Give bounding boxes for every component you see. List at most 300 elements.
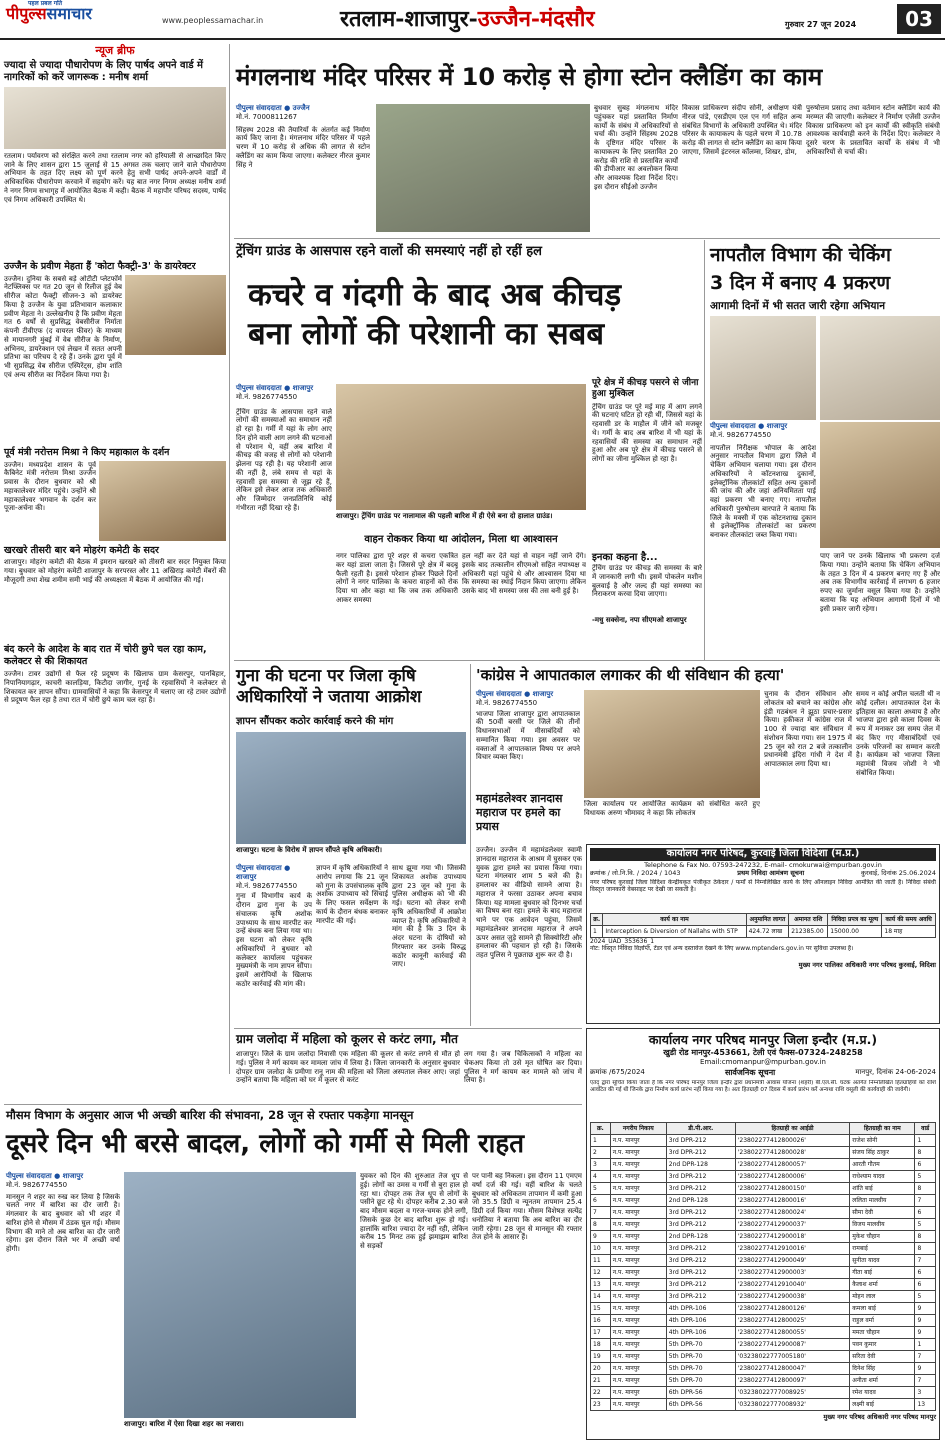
weather-byline: पीपुल्स संवाददाता ● शाजापुर bbox=[6, 1172, 84, 1180]
trench-side bbox=[592, 378, 702, 625]
brief-3-photo bbox=[99, 461, 226, 541]
brief-1-headline: ज्यादा से ज्यादा पौधारोपण के लिए पार्षद अपने वार्ड में नागरिकों को करें जागरूक : मनीष शर्मा bbox=[4, 59, 204, 83]
table-cell: न.प. मानपुर bbox=[610, 1315, 666, 1327]
table-cell: 3rd DPR-212 bbox=[666, 1267, 735, 1279]
section-rule bbox=[234, 660, 940, 661]
guna-headline: गुना की घटना पर जिला कृषि अधिकारियों ने जताया आक्रोश bbox=[236, 666, 422, 708]
table-cell: '23802277412800016' bbox=[735, 1195, 849, 1207]
weather-para-1: मानसून ने शहर का रुख कर लिया है जिसके चलते नगर में बारिश का दौर जारी है। मंगलवार के बाद बुधवार को भी शहर में बारिश होने से मौसम में ठंडक घुल गई। मौसम विभाग की माने तो अब बारिश का दौर जारी रहेगा। इस दौरान जिले भर में अच्छी वर्षा होगी। bbox=[6, 1192, 120, 1253]
table-cell: 6 bbox=[591, 1195, 611, 1207]
table-cell: न.प. मानपुर bbox=[610, 1195, 666, 1207]
table-row bbox=[591, 1303, 936, 1315]
table-cell: कमला बाई bbox=[850, 1303, 915, 1315]
edition-part-a: रतलाम-शाजापुर- bbox=[340, 6, 478, 32]
table-cell: '23802277412910040' bbox=[735, 1279, 849, 1291]
table-cell: 2 bbox=[591, 1147, 611, 1159]
table-row bbox=[591, 1387, 936, 1399]
table-cell: न.प. मानपुर bbox=[610, 1327, 666, 1339]
table-cell: 18 माह bbox=[882, 925, 936, 937]
logo-word-1: पीपुल्स bbox=[6, 4, 47, 23]
table-cell: '23802277412800150' bbox=[735, 1183, 849, 1195]
trench-headline bbox=[248, 276, 698, 354]
table-cell: 7 bbox=[915, 1351, 936, 1363]
ad2-intro: एतद् द्वारा सूचित किया जाता है कि नगर परिषद मानपुर जिला इन्दौर द्वारा प्रधानमंत्री आवास योजना (शहरी) बी.एल.सी. घटक अंतर्गत निम्नलिखित हितग्राहियों को राशि आवंटित की गई थी जिनके द्वारा निर्माण कार्य प्रारंभ नहीं किया गया है। अतः हितग्राही 07 दिवस में कार्य प्रारंभ करें अन्यथा राशि वसूली की कार्यवाही की जावेगी। bbox=[590, 1080, 936, 1094]
table-cell: न.प. मानपुर bbox=[610, 1147, 666, 1159]
ad1-notice: प्रथम निविदा आमंत्रण सूचना bbox=[737, 868, 805, 877]
congress-para-3: समय न कोई अपील चलती थी न कोई दलील। आपातकाल देश के इतिहास का काला अध्याय है और भाजपा द्वारा इसे काला दिवस के रूप में मनाकर उस समय जेल में बंद किए गए मीसाबंदियों एवं उनके परिजनों का सम्मान करती है। कार्यक्रम को भाजपा जिला महामंत्री विजय जोशी ने भी संबोधित किया। bbox=[856, 690, 940, 777]
table-cell: रमेश यादव bbox=[850, 1387, 915, 1399]
table-cell: 23 bbox=[591, 1399, 611, 1411]
ad2-ref: क्रमांक /675/2024 bbox=[590, 1068, 645, 1077]
table-cell: '23802277412900003' bbox=[735, 1267, 849, 1279]
column-rule bbox=[470, 664, 471, 1026]
trench-headline-line1: कचरे व गंदगी के बाद अब कीचड़ bbox=[248, 277, 622, 313]
table-cell: 17 bbox=[591, 1327, 611, 1339]
table-cell: 10 bbox=[591, 1243, 611, 1255]
newspaper-logo[interactable] bbox=[6, 0, 156, 32]
table-header-cell: वार्ड bbox=[915, 1123, 936, 1135]
table-row bbox=[591, 1243, 936, 1255]
table-row bbox=[591, 1171, 936, 1183]
table-cell: 212385.00 bbox=[789, 925, 828, 937]
table-cell: 3rd DPR-212 bbox=[666, 1183, 735, 1195]
lead-para-2: बुधवार सुबह मंगलनाथ मंदिर पहुंचकर यहां प्रस्तावित निर्माण कार्यों के संबंध में अधिकारियों से चर्चा की। उन्होंने सिंहस्थ 2028 के दृष्टिगत मंदिर परिसर के कायाकल्प के लिए प्रस्तावित 20 करोड़ की राशि से प्रस्तावित कार्यों की डीपीआर का अवलोकन किया और आवश्यक दिशा निर्देश दिए। इस दौरान सीईओ उज्जैन bbox=[594, 104, 678, 191]
table-cell: 3rd DPR-212 bbox=[666, 1135, 735, 1147]
table-cell: 3 bbox=[915, 1387, 936, 1399]
weights-para-2: पाए जाने पर उनके खिलाफ भी प्रकरण दर्ज किया गया। उन्होंने बताया कि चेकिंग अभियान के तहत 3 दिन में 4 प्रकरण बनाए गए हैं और अब तक विभागीय कार्रवाई में लगभग 6 हजार रुपए का जुर्माना वसूल किया गया है। उन्होंने बताया कि यह अभियान आगामी दिनों में भी इसी प्रकार जारी रहेगा। bbox=[820, 552, 940, 613]
congress-para-1: भाजपा जिला शाजापुर द्वारा आपातकाल की 50वीं बरसी पर जिले की तीनों विधानसभाओं में मीसाबंदियों को सम्मानित किया गया। इस अवसर पर वक्ताओं ने आपातकाल विषय पर अपने विचार व्यक्त किए। bbox=[476, 709, 580, 762]
table-cell: 3rd DPR-212 bbox=[666, 1255, 735, 1267]
congress-mobile: मो.नं. 9826774550 bbox=[476, 698, 538, 707]
table-cell: 5th DPR-70 bbox=[666, 1375, 735, 1387]
weather-photo-caption: शाजापुर। बारिश में ऐसा दिखा शहर का नजारा। bbox=[124, 1420, 356, 1429]
brief-2-photo bbox=[125, 275, 226, 355]
website-link[interactable]: www.peoplessamachar.in bbox=[162, 16, 264, 25]
table-cell: 9 bbox=[915, 1327, 936, 1339]
trench-para-1: ट्रेंचिंग ग्राउंड के आसपास रहने वाले लोगों की समस्याओं का समाधान नहीं हो रहा है। गर्मी में यहां के लोग आए दिन होने वाली आग लगने की घटनाओं से परेशान थे, वहीं अब बारिश में कीचड़ की वजह से लोगों को परेशानी झेलना पड़ रही है। यह परेशानी आज की नहीं है, लंबे समय से यहां के रहवासी इस समस्या से जूझ रहे हैं, लेकिन इसे लेकर आज तक अधिकारी और जिम्मेदार जनप्रतिनिधि कोई गंभीरता नहीं दिखा रहे हैं। bbox=[236, 407, 332, 512]
weather-para-2: युवकर को दिन की शुरुआत तेज धूप से हुई। लोगों का उमस व गर्मी से बुरा हाल हो रहा था। दोपहर तक तेज धूप से लोगों के पसीने छूट रहे थे। दोपहर करीब 2.30 बजे बाद मौसम बदला व गरज-चमक होने लगी, जिसके कुछ देर बाद बारिश शुरू हो गई। हालांकि बारिश ज्यादा देर नहीं रही, लेकिन करीब 15 मिनट तक हुई झमाझम बारिश से सड़कों bbox=[360, 1172, 468, 1250]
table-row bbox=[591, 1399, 936, 1411]
table-cell: कैलाश शर्मा bbox=[850, 1279, 915, 1291]
table-cell: 6 bbox=[915, 1279, 936, 1291]
table-cell: 5 bbox=[915, 1171, 936, 1183]
table-cell: ममता चौहान bbox=[850, 1327, 915, 1339]
weights-byline-name: पीपुल्स संवाददाता bbox=[710, 422, 756, 430]
table-cell: 6 bbox=[915, 1159, 936, 1171]
lead-para-3: विकास प्राधिकरण संदीप सोनी, अधीक्षण यंत्री नीरज पांडे, एसडीएम एल एन गर्ग सहित अन्य संबंधित विभागों के अधिकारी उपस्थित थे। मंदिर परिसर के कायाकल्प के पहले चरण में 10.78 करोड़ की लागत से स्टोन क्लैडिंग का काम किया जाएगा, जिसमें इंटरनल कॉलम्स, शिखर, डोम, bbox=[682, 104, 802, 156]
table-cell: 7 bbox=[915, 1255, 936, 1267]
jalod-headline: ग्राम जलोदा में महिला को कूलर से करंट लगा, मौत bbox=[236, 1032, 458, 1046]
logo-word-2: समाचार bbox=[46, 4, 92, 23]
jalod-para-1: शाजापुर। जिले के ग्राम जलोदा निवासी एक महिला की कूलर से करंट लगने से मौत हो गई। पुलिस ने मर्ग कायम कर मामला जांच में लिया है। जिला जानकारी के अनुसार बुधवार दोपहर ग्राम जलोदा के प्रमीणा रानू नाम की महिला को जिला अस्पताल लेकर आए। जहां उन्होंने बताया कि महिला को घर में कूलर से करंट bbox=[236, 1050, 460, 1085]
trench-para-3: हल नहीं कर देते यहां से वाहन नहीं जाने देंगे। इसके बाद तत्कालीन सीएमओ सहित नपाध्यक्ष व अधिकारी यहां पहुंचे थे और आश्वासन दिया था कि समस्या का स्थाई निदान किया जाएगा। लेकिन उसके बाद भी समस्या जस की तस बनी हुई है। bbox=[462, 552, 586, 595]
table-cell: सुनीता यादव bbox=[850, 1255, 915, 1267]
guna-photo bbox=[236, 732, 466, 844]
table-cell: 14 bbox=[591, 1291, 611, 1303]
issue-date: गुरुवार 27 जून 2024 bbox=[785, 20, 857, 29]
table-row bbox=[591, 1183, 936, 1195]
table-row bbox=[591, 1291, 936, 1303]
lead-photo bbox=[376, 104, 590, 232]
weights-byline-block bbox=[710, 422, 816, 652]
table-cell: 5 bbox=[915, 1219, 936, 1231]
guna-place: शाजापुर bbox=[236, 872, 257, 881]
congress-headline: 'कांग्रेस ने आपातकाल लगाकर की थी संविधान की हत्या' bbox=[476, 666, 785, 684]
ad2-date: मानपुर, दिनांक 24-06-2024 bbox=[855, 1068, 936, 1077]
table-cell: न.प. मानपुर bbox=[610, 1399, 666, 1411]
edition-part-b: उज्जैन-मंदसौर bbox=[477, 6, 595, 32]
table-cell: 2nd DPR-128 bbox=[666, 1195, 735, 1207]
trench-headline-line2: बना लोगों की परेशानी का सबब bbox=[248, 315, 605, 352]
table-header-cell: क्र. bbox=[591, 1123, 611, 1135]
table-cell: 16 bbox=[591, 1315, 611, 1327]
table-cell: 18 bbox=[591, 1339, 611, 1351]
lead-headline: मंगलनाथ मंदिर परिसर में 10 करोड़ से होगा स्टोन क्लैडिंग का काम bbox=[236, 63, 823, 91]
weights-byline: पीपुल्स संवाददाता ● शाजापुर bbox=[710, 422, 788, 430]
brief-3-body: उज्जैन। मध्यप्रदेश शासन के पूर्व कैबिनेट मंत्री नरोत्तम मिश्रा उज्जैन प्रवास के दौरान बुधवार को श्री महाकालेश्वर मंदिर पहुंचे। उन्होंने श्री महाकालेश्वर भगवान के दर्शन कर पूजा-अर्चना की। bbox=[4, 460, 96, 513]
table-cell: अनीता शर्मा bbox=[850, 1375, 915, 1387]
table-header-row bbox=[591, 1123, 936, 1135]
table-cell: '23802277412800047' bbox=[735, 1363, 849, 1375]
table-row bbox=[591, 1207, 936, 1219]
table-cell: 20 bbox=[591, 1363, 611, 1375]
table-row bbox=[591, 1231, 936, 1243]
ad1-ref: क्रमांक / लो.नि.वि. / 2024 / 1043 bbox=[590, 868, 681, 877]
table-cell: 3rd DPR-212 bbox=[666, 1147, 735, 1159]
trench-quote: ट्रेंचिंग ग्राउंड पर कीचड़ की समस्या के बारे में जानकारी लगी थी। इसमें पोकलेन मशीन बुलवाई है और जल्द ही यहां समस्या का निराकरण करवा दिया जाएगा। bbox=[592, 564, 702, 599]
table-cell: लक्ष्मी बाई bbox=[850, 1399, 915, 1411]
table-cell: न.प. मानपुर bbox=[610, 1375, 666, 1387]
weather-para-3: पर पानी बह निकला। इस दौरान 11 एमएम वर्षा दर्ज की गई। वहीं बारिश के चलते बुधवार को अधिकतम तापमान में कमी हुआ जो 35.5 डिग्री व न्यूनतम तापमान 25.4 डिग्री दर्ज किया गया। मौसम विशेषज्ञ सत्येंद्र धनोतिया ने बताया कि अब बारिश का दौर जारी रहेगा। 28 जून से मानसून की रफ्तार तेज होने के आसार हैं। bbox=[472, 1172, 582, 1242]
ad2-table bbox=[590, 1122, 936, 1411]
table-cell: '23802277412900037' bbox=[735, 1219, 849, 1231]
masthead bbox=[0, 0, 945, 40]
table-cell: 424.72 लाख bbox=[746, 925, 789, 937]
weather-headline: दूसरे दिन भी बरसे बादल, लोगों को गर्मी से मिली राहत bbox=[6, 1129, 525, 1159]
weather-place: शाजापुर bbox=[62, 1172, 84, 1180]
table-cell: 4th DPR-106 bbox=[666, 1303, 735, 1315]
ad2-email: Email:cmomanpur@mpurban.gov.in bbox=[700, 1057, 826, 1066]
table-cell: 12 bbox=[591, 1267, 611, 1279]
table-row bbox=[591, 1255, 936, 1267]
trench-sub3: इनका कहना है... bbox=[592, 551, 658, 563]
congress-byline-block bbox=[476, 690, 580, 802]
weights-kicker: आगामी दिनों में भी सतत जारी रहेगा अभियान bbox=[710, 300, 886, 312]
table-cell: '23802277412800057' bbox=[735, 1159, 849, 1171]
table-cell: सरिता देवी bbox=[850, 1351, 915, 1363]
table-cell: 1 bbox=[591, 925, 603, 937]
table-cell: 21 bbox=[591, 1375, 611, 1387]
weights-para-1: नापतौल निरीक्षक भोपाल के आदेश अनुसार नापतौल विभाग द्वारा जिले में चेकिंग अभियान चलाया गया। इस दौरान अधिकारियों ने कॉटनशाख दुकानों, इलेक्ट्रॉनिक तौलकांटों सहित अन्य दुकानों की जांच की और जहां अनियमितता पाई वहां प्रकरण भी बनाए गए। नापतौल अधिकारी पुरुषोत्तम बारपाते ने बताया कि जिले के मक्सी में एक कोटनशाख दुकान से इलेक्ट्रॉनिक तौलकांटों का प्रकरण बनाकर तौलकांटा जब्त किया गया। bbox=[710, 443, 816, 539]
section-rule bbox=[234, 1028, 582, 1029]
table-cell: 2nd DPR-128 bbox=[666, 1159, 735, 1171]
table-cell: शांति बाई bbox=[850, 1183, 915, 1195]
brief-4-body: शाजापुर। मोहरंग कमेटी की बैठक में इमरान खरखरे को तीसरी बार सदर नियुक्त किया गया। बुधवार को मोहरंग कमेटी शाजापुर के सरपरस्त और 11 अखिराड़ कमेटी मेंबरों की मौजूदगी तथा शेख शमीम समी भाई की अध्यक्षता में बैठक में आयोजित की गई। bbox=[4, 558, 226, 584]
table-cell: न.प. मानपुर bbox=[610, 1219, 666, 1231]
trench-byline-name: पीपुल्स संवाददाता bbox=[236, 384, 282, 392]
ad1-table bbox=[590, 913, 936, 938]
table-cell: 1 bbox=[915, 1339, 936, 1351]
table-cell: 3rd DPR-212 bbox=[666, 1171, 735, 1183]
guna-byline-name: पीपुल्स संवाददाता bbox=[236, 864, 282, 872]
column-rule bbox=[704, 240, 705, 660]
congress-para-2: चुनाव के दौरान संविधान और लोकतंत्र को बचाने का कांग्रेस और इंडी गठबंधन ने झूठा प्रचार-प्रसार किया। हकीकत में कांग्रेस राज में 100 से ज्यादा बार संविधान में संशोधन किया गया। सन 1975 में 25 जून को रात 2 बजे तत्कालीन प्रधानमंत्री इंदिरा गांधी ने देश में आपातकाल लगा दिया था। bbox=[764, 690, 852, 768]
table-cell: 1 bbox=[591, 1135, 611, 1147]
public-notice-manpur bbox=[586, 1028, 940, 1440]
trench-para-2: नगर पालिका द्वारा पूरे शहर से कचरा एकत्रित कर यहां डाला जाता है। जिससे पूरे क्षेत्र में बदबू फैली रहती है। इससे परेशान होकर पिछले दिनों लोगों ने नगर पालिका के कचरा वाहनों को रोक दिया था और कहा था कि जब तक अधिकारी आकर समस्या bbox=[336, 552, 458, 604]
table-header-cell: अमानत राशि bbox=[789, 913, 828, 925]
table-cell: '23802277412900087' bbox=[735, 1339, 849, 1351]
table-cell: 8 bbox=[915, 1231, 936, 1243]
table-header-cell: हितग्राही का नाम bbox=[850, 1123, 915, 1135]
table-cell: 2nd DPR-128 bbox=[666, 1231, 735, 1243]
table-cell: 5th DPR-70 bbox=[666, 1339, 735, 1351]
weights-headline-2: 3 दिन में बनाए 4 प्रकरण bbox=[710, 272, 891, 294]
table-row bbox=[591, 1159, 936, 1171]
table-cell: मुकेश चौहान bbox=[850, 1231, 915, 1243]
table-cell: '03238022777008932' bbox=[735, 1399, 849, 1411]
table-cell: 4 bbox=[591, 1171, 611, 1183]
ad1-row-id: 2024_UAD_353636_1 bbox=[590, 937, 655, 945]
brief-3-headline: पूर्व मंत्री नरोत्तम मिश्रा ने किए महाकाल के दर्शन bbox=[4, 446, 170, 458]
table-cell: '23802277412900018' bbox=[735, 1231, 849, 1243]
brief-2-headline: उज्जैन के प्रवीण मेहता हैं 'कोटा फैक्ट्री-3' के डायरेक्टर bbox=[4, 260, 196, 272]
logo-tagline: पहल प्रबल गति bbox=[28, 0, 63, 7]
ad2-address: खुडी रोड मानपुर-453661, टेली एवं फैक्स-07324-248258 bbox=[663, 1047, 863, 1057]
table-cell: '23802277412900038' bbox=[735, 1291, 849, 1303]
brief-4-headline: खरखरे तीसरी बार बने मोहरंग कमेटी के सदर bbox=[4, 544, 159, 556]
table-cell: न.प. मानपुर bbox=[610, 1303, 666, 1315]
table-row bbox=[591, 1315, 936, 1327]
table-cell: 6 bbox=[915, 1267, 936, 1279]
table-cell: संजय सिंह ठाकुर bbox=[850, 1147, 915, 1159]
table-cell: '23802277412800024' bbox=[735, 1207, 849, 1219]
guna-byline-block bbox=[236, 864, 312, 1024]
trench-sub2: पूरे क्षेत्र में कीचड़ पसरने से जीना हुआ मुश्किल bbox=[592, 378, 699, 400]
table-cell: 9 bbox=[591, 1231, 611, 1243]
trench-mobile: मो.नं. 9826774550 bbox=[236, 392, 298, 401]
brief-1-photo bbox=[4, 87, 226, 149]
trench-photo bbox=[336, 384, 586, 510]
table-cell: न.प. मानपुर bbox=[610, 1279, 666, 1291]
lead-mobile: मो.नं. 7000811267 bbox=[236, 112, 298, 121]
table-row bbox=[591, 1219, 936, 1231]
guna-mobile: मो.नं. 9826774550 bbox=[236, 881, 298, 890]
trench-byline: पीपुल्स संवाददाता ● शाजापुर bbox=[236, 384, 314, 392]
table-row bbox=[591, 1147, 936, 1159]
brief-2-body: उज्जैन। दुनिया के सबसे बड़े ओटीटी प्लेटफॉर्म नेटफ्लिक्स पर गत 20 जून से रिलीज हुई वेब सीरीज कोटा फैक्ट्री सीजन-3 को डायरेक्ट किया है उज्जैन के युवा प्रतिभावान कलाकार प्रवीण मेहता ने। उल्लेखनीय है कि प्रवीण मेहता गत 6 वर्षों से सुप्रसिद्ध वेबसीरीज निर्माता कंपनी टीवीएफ (द वायरल फीवर) के माध्यम से मायानगरी मुंबई में वेब सीरीज के निर्माण, अभिनय, डायरेक्शन एवं लेखन में सतत अपनी प्रतिभा का परिचय दे रहे हैं। उनके द्वारा पूर्व में भी सुप्रसिद्ध वेब सीरीज एस्पिरेंट्स, होम शांति एवं अन्य सीरीज का निर्देशन किया गया है। bbox=[4, 274, 122, 379]
table-cell: '03238022777005180' bbox=[735, 1351, 849, 1363]
guna-para-2: ज्ञापन में कृषि अधिकारियों ने आरोप लगाया कि 21 जून को गुना के उपसंचालक कृषि अशोक उपाध्याय को सिंचाई के लिए फसल सर्वेक्षण के कार्य के दौरान बंधक बनाकर मारपीट की गई। bbox=[316, 864, 388, 925]
table-cell: 8 bbox=[915, 1243, 936, 1255]
weights-photo-1 bbox=[710, 316, 816, 420]
table-cell: 5 bbox=[591, 1183, 611, 1195]
table-cell: न.प. मानपुर bbox=[610, 1267, 666, 1279]
lead-para-1: सिंहस्थ 2028 की तैयारियों के अंतर्गत कई निर्माण कार्य किए जाना है। मंगलनाथ मंदिर परिसर में पहले चरण में 10 करोड़ से अधिक की लागत से स्टोन क्लैडिंग का काम किया जाएगा। कलेक्टर नीरज कुमार सिंह ने bbox=[236, 125, 370, 169]
table-cell: 9 bbox=[915, 1315, 936, 1327]
table-cell: मोहन लाल bbox=[850, 1291, 915, 1303]
lead-para-4: पुरुषोत्तम प्रसाद तथा वर्तमान स्टोन क्लैडिंग कार्य की मरम्मत की जाएगी। कलेक्टर ने निर्माण एजेंसी उज्जैन विकास प्राधिकरण को इन कार्यों की स्वीकृति संबंधी आवश्यक कार्यवाही करने के निर्देश दिए। कलेक्टर ने दूसरे चरण के प्रस्तावित कार्यों के संबंध में भी अधिकारियों से चर्चा की। bbox=[806, 104, 940, 156]
ad1-date: कुरवाई, दिनांक 25.06.2024 bbox=[861, 868, 936, 877]
table-cell: '23802277412800006' bbox=[735, 1171, 849, 1183]
table-cell: 1 bbox=[915, 1135, 936, 1147]
table-row bbox=[591, 1351, 936, 1363]
table-cell: 3 bbox=[591, 1159, 611, 1171]
section-rule bbox=[234, 238, 940, 239]
table-cell: 5th DPR-70 bbox=[666, 1363, 735, 1375]
table-cell: 4th DPR-106 bbox=[666, 1327, 735, 1339]
weather-byline-block bbox=[6, 1172, 120, 1311]
table-cell: न.प. मानपुर bbox=[610, 1387, 666, 1399]
table-header-cell: कार्य का नाम bbox=[603, 913, 746, 925]
trench-sub1: वाहन रोककर किया था आंदोलन, मिला था आश्वासन bbox=[364, 534, 558, 545]
table-cell: '23802277412800028' bbox=[735, 1147, 849, 1159]
table-cell: '23802277412800055' bbox=[735, 1327, 849, 1339]
ad2-title: कार्यालय नगर परिषद मानपुर जिला इन्दौर (म.प्र.) bbox=[648, 1032, 878, 1047]
ad2-heading: सार्वजनिक सूचना bbox=[724, 1068, 776, 1078]
table-cell: न.प. मानपुर bbox=[610, 1183, 666, 1195]
weights-photo-3 bbox=[820, 422, 940, 548]
table-cell: 6th DPR-56 bbox=[666, 1387, 735, 1399]
table-cell: न.प. मानपुर bbox=[610, 1339, 666, 1351]
trench-quote-by: -मधु सक्सेना, नपा सीएमओ शाजापुर bbox=[592, 616, 687, 624]
weights-photo-2 bbox=[820, 316, 940, 420]
table-row bbox=[591, 1339, 936, 1351]
table-cell: न.प. मानपुर bbox=[610, 1363, 666, 1375]
table-cell: 6th DPR-56 bbox=[666, 1399, 735, 1411]
ad2-sign: मुख्य नगर परिषद अधिकारी नगर परिषद मानपुर bbox=[823, 1413, 936, 1422]
guna-kicker: ज्ञापन सौंपकर कठोर कार्रवाई करने की मांग bbox=[236, 716, 394, 727]
congress-byline-name: पीपुल्स संवाददाता bbox=[476, 690, 522, 698]
guna-photo-caption: शाजापुर। घटना के विरोध में ज्ञापन सौंपते कृषि अधिकारी। bbox=[236, 846, 466, 855]
news-brief-column bbox=[4, 44, 226, 1074]
jalod-para-2: लग गया है। जब चिकित्सकों ने महिला का चेकअप किया तो उसे मृत घोषित कर दिया। पुलिस ने मर्ग कायम कर मामले को जांच में लिया है। bbox=[464, 1050, 582, 1085]
tender-notice-kurwai bbox=[586, 844, 940, 1024]
table-cell: '23802277412910016' bbox=[735, 1243, 849, 1255]
table-header-cell: निविदा प्रपत्र का मूल्य bbox=[828, 913, 882, 925]
table-cell: 6 bbox=[915, 1207, 936, 1219]
table-header-cell: अनुमानित लागत bbox=[746, 913, 789, 925]
table-cell: न.प. मानपुर bbox=[610, 1255, 666, 1267]
table-row bbox=[591, 1375, 936, 1387]
table-cell: '23802277412800097' bbox=[735, 1375, 849, 1387]
congress-photo bbox=[584, 690, 760, 798]
brief-5-body: उज्जैन। टावर उद्योगों से फैल रहे प्रदूषण के खिलाफ ग्राम केसरपुर, पानबिहार, निपानियागढ़ार, काचरी कालड़िया, किटौदा जागीर, गुनई के रहवासियों ने कलेक्टर से शिकायत कर ज्ञापन सौंपा। ग्रामवासियों ने कहा कि केसरपुर में चलाए जा रहे टावर उद्योगों से प्रदूषण फैल रहा है तथा रात में चोरी छुपे काम चल रहा है। bbox=[4, 670, 226, 705]
table-cell: Interception & Diversion of Nallahs with STP bbox=[603, 925, 746, 937]
ad1-intro: नगर परिषद कुरवाई जिला विदिशा केन्द्रीयकृत पंजीकृत ठेकेदार / फर्मों से निम्नलिखित कार्य के लिए ऑनलाइन निविदा आमंत्रित की जाती है। निविदा संबंधी विस्तृत जानकारी वेबसाइट पर देखी जा सकती है। bbox=[590, 878, 936, 894]
table-cell: न.प. मानपुर bbox=[610, 1159, 666, 1171]
mahamandal-body: उज्जैन। उज्जैन में महामंडलेश्वर स्वामी ज्ञानदास महाराज के आश्रम में घुसकर एक युवक द्वारा हमले का प्रयास किया गया। घटना मंगलवार शाम 5 बजे की है। हमलावर का वीडियो सामने आया है। महाराज ने फरसा उठाकर अपना बचाव किया। यह मामला बुधवार को दिनभर चर्चा का विषय बना रहा। हमले के बाद महाराज थाने पर एक आवेदन पहुंचा, जिसमें महामंडलेश्वर ज्ञानदास महाराज ने अपने ऊपर असत जुड़े सामने ही सिक्योरिटी और हमलावर की पहचान हो रही है। जिसके तहत पुलिस ने पूछताछ शुरू कर दी है। bbox=[476, 846, 582, 959]
table-cell: 13 bbox=[591, 1279, 611, 1291]
lead-byline-name: पीपुल्स संवाददाता bbox=[236, 104, 282, 112]
table-row bbox=[591, 1195, 936, 1207]
table-cell: 7 bbox=[915, 1375, 936, 1387]
mahamandal-headline: महामंडलेश्वर ज्ञानदास महाराज पर हमले का प्रयास bbox=[476, 792, 563, 833]
table-cell: पवन कुमार bbox=[850, 1339, 915, 1351]
table-cell: राधेश्याम यादव bbox=[850, 1171, 915, 1183]
column-rule bbox=[229, 44, 230, 1074]
brief-1-body: रतलाम। पर्यावरण को संरक्षित करने तथा रतलाम नगर को हरियाली से आच्छादित किए जाने के लिए शासन द्वारा 15 जुलाई से 15 अगस्त तक चलाए जाने वाले पौधारोपण अभियान के तहत दिए लक्ष्य को पूर्ण करने हेतु सभी पार्षद अपने-अपने वार्डों में अधिकाधिक पौधारोपण करवाने में सहयोग करें। यह बात नगर निगम अध्यक्ष मनीष शर्मा ने नगर निगम सभागृह में आयोजित बैठक में कही। बैठक में महापौर परिषद सदस्य, पार्षद एवं निगम अधिकारी उपस्थित थे। bbox=[4, 151, 226, 204]
table-header-cell: डी.पी.आर. bbox=[666, 1123, 735, 1135]
news-brief-label: न्यूज ब्रीफ bbox=[95, 44, 135, 57]
table-cell: 8 bbox=[591, 1219, 611, 1231]
table-cell: 7 bbox=[915, 1195, 936, 1207]
table-header-cell: क्र. bbox=[591, 913, 603, 925]
table-cell: गीता बाई bbox=[850, 1267, 915, 1279]
table-row bbox=[591, 1135, 936, 1147]
weather-byline-name: पीपुल्स संवाददाता bbox=[6, 1172, 52, 1180]
table-cell: 13 bbox=[915, 1399, 936, 1411]
table-cell: आरती गौतम bbox=[850, 1159, 915, 1171]
table-cell: विजय मालवीय bbox=[850, 1219, 915, 1231]
weights-headline-1: नापतौल विभाग की चेकिंग bbox=[710, 244, 891, 266]
table-cell: 3rd DPR-212 bbox=[666, 1243, 735, 1255]
table-row bbox=[591, 1327, 936, 1339]
page-number: 03 bbox=[897, 4, 941, 34]
table-cell: न.प. मानपुर bbox=[610, 1291, 666, 1303]
table-cell: राहुल वर्मा bbox=[850, 1315, 915, 1327]
table-cell: 11 bbox=[591, 1255, 611, 1267]
table-cell: 3rd DPR-212 bbox=[666, 1207, 735, 1219]
table-header-row bbox=[591, 913, 936, 925]
congress-place: शाजापुर bbox=[532, 690, 554, 698]
table-cell: 5 bbox=[915, 1291, 936, 1303]
lead-place: उज्जैन bbox=[292, 104, 310, 112]
weights-mobile: मो.नं. 9826774550 bbox=[710, 430, 772, 439]
table-cell: न.प. मानपुर bbox=[610, 1243, 666, 1255]
table-cell: ललिता मालवीय bbox=[850, 1195, 915, 1207]
table-row bbox=[591, 925, 936, 937]
table-cell: '23802277412800026' bbox=[735, 1135, 849, 1147]
table-cell: सीमा देवी bbox=[850, 1207, 915, 1219]
table-header-cell: कार्य की समय अवधि bbox=[882, 913, 936, 925]
guna-para-3: साथ झूमा गया भी। जिसकी शिकायत अशोक उपाध्याय द्वारा 23 जून को गुना के पुलिस अधीक्षक को भी की गई। घटना को लेकर सभी कृषि अधिकारियों में आक्रोश व्याप्त है। कृषि अधिकारियों ने मांग की है कि 3 दिन के अंदर घटना के दोषियों को गिरफ्तार कर उनके विरुद्ध कठोर कानूनी कार्रवाई की जाए। bbox=[392, 864, 466, 969]
table-row bbox=[591, 1267, 936, 1279]
lead-byline-block bbox=[236, 104, 370, 210]
table-cell: रामबाई bbox=[850, 1243, 915, 1255]
table-cell: 3rd DPR-212 bbox=[666, 1219, 735, 1231]
table-cell: 15000.00 bbox=[828, 925, 882, 937]
table-header-cell: नगरीय निकाय bbox=[610, 1123, 666, 1135]
weights-place: शाजापुर bbox=[766, 422, 788, 430]
table-row bbox=[591, 1363, 936, 1375]
table-cell: न.प. मानपुर bbox=[610, 1351, 666, 1363]
trench-photo-caption: शाजापुर। ट्रेंचिंग ग्राउंड पर नालामाल की पहली बारिश में ही ऐसे बना दो हालात ग्राउंड। bbox=[336, 512, 586, 521]
table-cell: न.प. मानपुर bbox=[610, 1207, 666, 1219]
table-cell: '03238022777008925' bbox=[735, 1387, 849, 1399]
weather-kicker: मौसम विभाग के अनुसार आज भी अच्छी बारिश की संभावना, 28 जून से रफ्तार पकड़ेगा मानसून bbox=[6, 1108, 414, 1122]
ad1-sign: मुख्य नगर पालिका अधिकारी नगर परिषद कुरवाई, विदिशा bbox=[798, 961, 936, 970]
table-cell: न.प. मानपुर bbox=[610, 1135, 666, 1147]
trench-kicker: ट्रेंचिंग ग्राउंड के आसपास रहने वालों की समस्याएं नहीं हो रहीं हल bbox=[236, 244, 542, 259]
table-cell: 4th DPR-106 bbox=[666, 1315, 735, 1327]
table-cell: 7 bbox=[591, 1207, 611, 1219]
section-rule bbox=[4, 1104, 582, 1105]
table-cell: '23802277412800126' bbox=[735, 1303, 849, 1315]
table-cell: 22 bbox=[591, 1387, 611, 1399]
weather-mobile: मो.नं. 9826774550 bbox=[6, 1180, 68, 1189]
trench-byline-block bbox=[236, 384, 332, 646]
table-cell: न.प. मानपुर bbox=[610, 1231, 666, 1243]
trench-para-4: ट्रेंचिंग ग्राउंड पर पूरे मई माह में आग लगने की घटनाएं घटित हो रही थीं, जिससे यहां के रहवासी डर के माहौल में जीने को मजबूर थे। गर्मी के बाद अब बारिश में भी यहां के रहवासियों की समस्या का समाधान नहीं हुआ और अब पूरे क्षेत्र में कीचड़ पसरने से लोगों का जीना मुश्किल हो रहा है। bbox=[592, 402, 702, 463]
table-cell: '23802277412900049' bbox=[735, 1255, 849, 1267]
ad1-note: नोट: विस्तृत निविदा विज्ञप्ति, टेंडर एवं अन्य दस्तावेज देखने के लिए www.mptenders.gov.in पर सुविधा उपलब्ध है। bbox=[590, 945, 854, 953]
table-cell: 3rd DPR-212 bbox=[666, 1291, 735, 1303]
table-cell: 9 bbox=[915, 1303, 936, 1315]
table-cell: 8 bbox=[915, 1147, 936, 1159]
table-cell: 15 bbox=[591, 1303, 611, 1315]
ad1-contact: Telephone & Fax No. 07593-247232, E-mail- cmokurwai@mpurban.gov.in bbox=[644, 860, 882, 869]
